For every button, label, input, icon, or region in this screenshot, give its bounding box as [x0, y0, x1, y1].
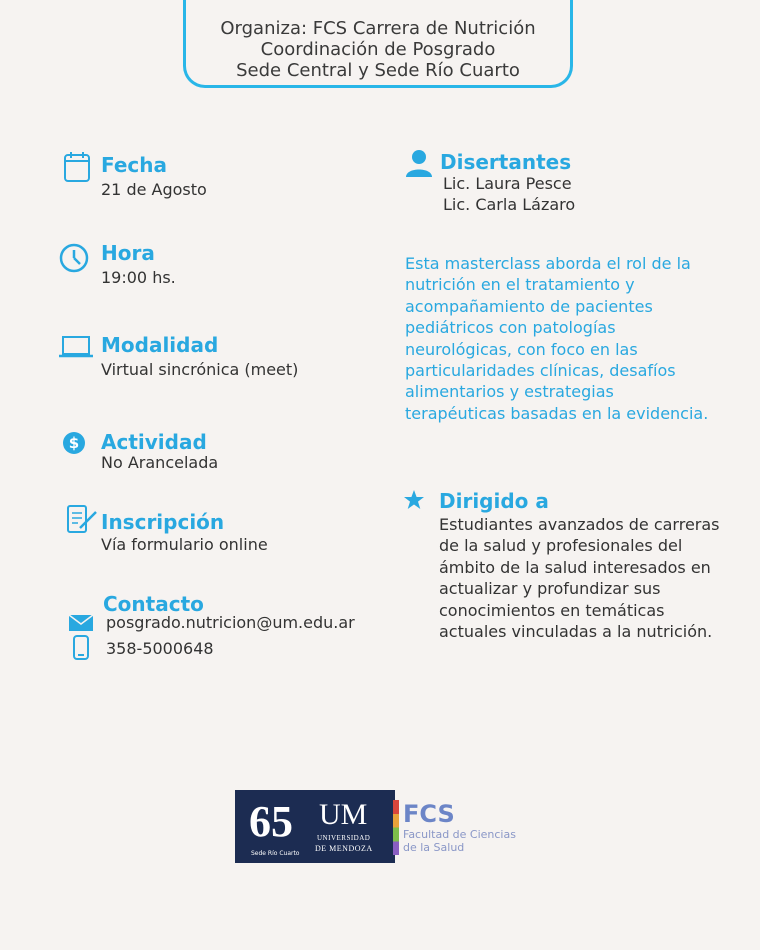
phone-icon	[73, 635, 89, 660]
actividad-label: Actividad	[101, 430, 207, 454]
contact-phone[interactable]: 358-5000648	[106, 639, 214, 658]
fcs-subtitle	[403, 828, 516, 854]
laptop-icon	[59, 335, 93, 359]
star-icon	[403, 489, 425, 511]
dollar-icon	[62, 431, 86, 455]
organizer-line-2: Coordinación de Posgrado	[260, 39, 496, 60]
masterclass-description: Esta masterclass aborda el rol de la nutrición en el tratamiento y acompañamiento de pacientes pediátricos con patologías neurológicas, con foco en las particularidades clínicas, desafíos alimentarios y estrategias terapéuticas basadas en la evidencia.	[405, 254, 709, 423]
contact-email[interactable]: posgrado.nutricion@um.edu.ar	[106, 613, 355, 632]
organizer-line-3: Sede Central y Sede Río Cuarto	[236, 60, 520, 81]
calendar-icon	[63, 150, 91, 184]
hora-value: 19:00 hs.	[101, 268, 176, 287]
um-name-line-2: DE MENDOZA	[315, 844, 373, 853]
disertantes-label: Disertantes	[440, 150, 572, 174]
fcs-color-bar	[393, 800, 399, 855]
actividad-value: No Arancelada	[101, 453, 219, 472]
universidad-de-mendoza-logo	[235, 790, 395, 863]
inscripcion-label: Inscripción	[101, 510, 225, 534]
fecha-value: 21 de Agosto	[101, 180, 207, 199]
inscripcion-value: Vía formulario online	[101, 535, 268, 554]
modalidad-label: Modalidad	[101, 333, 219, 357]
dirigido-label: Dirigido a	[439, 489, 549, 513]
organizer-line-1: Organiza: FCS Carrera de Nutrición	[220, 18, 536, 39]
anniversary-65-mark: 65	[249, 797, 293, 846]
contacto-label: Contacto	[103, 592, 204, 616]
speaker-1: Lic. Laura Pesce	[443, 174, 572, 193]
organizer-header	[183, 0, 573, 88]
person-icon	[404, 148, 434, 178]
clock-icon	[58, 242, 90, 274]
um-initials: UM	[319, 798, 368, 831]
anniversary-caption: Sede Río Cuarto	[251, 850, 300, 857]
modalidad-value: Virtual sincrónica (meet)	[101, 360, 299, 379]
hora-label: Hora	[101, 241, 155, 265]
speaker-2: Lic. Carla Lázaro	[443, 195, 576, 214]
form-document-icon	[66, 504, 98, 534]
um-name-line-1: UNIVERSIDAD	[317, 834, 371, 842]
svg-text:$: $	[68, 434, 80, 452]
fcs-subtitle-line-2: de la Salud	[403, 841, 465, 854]
fcs-title: FCS	[403, 800, 455, 828]
fecha-label: Fecha	[101, 153, 168, 177]
fcs-subtitle-line-1: Facultad de Ciencias	[403, 828, 516, 841]
email-icon	[68, 614, 94, 632]
dirigido-text: Estudiantes avanzados de carreras de la salud y profesionales del ámbito de la salud interesados en actualizar y profundizar sus conocimientos en temáticas actuales vinculadas a la nutrición.	[439, 515, 720, 642]
